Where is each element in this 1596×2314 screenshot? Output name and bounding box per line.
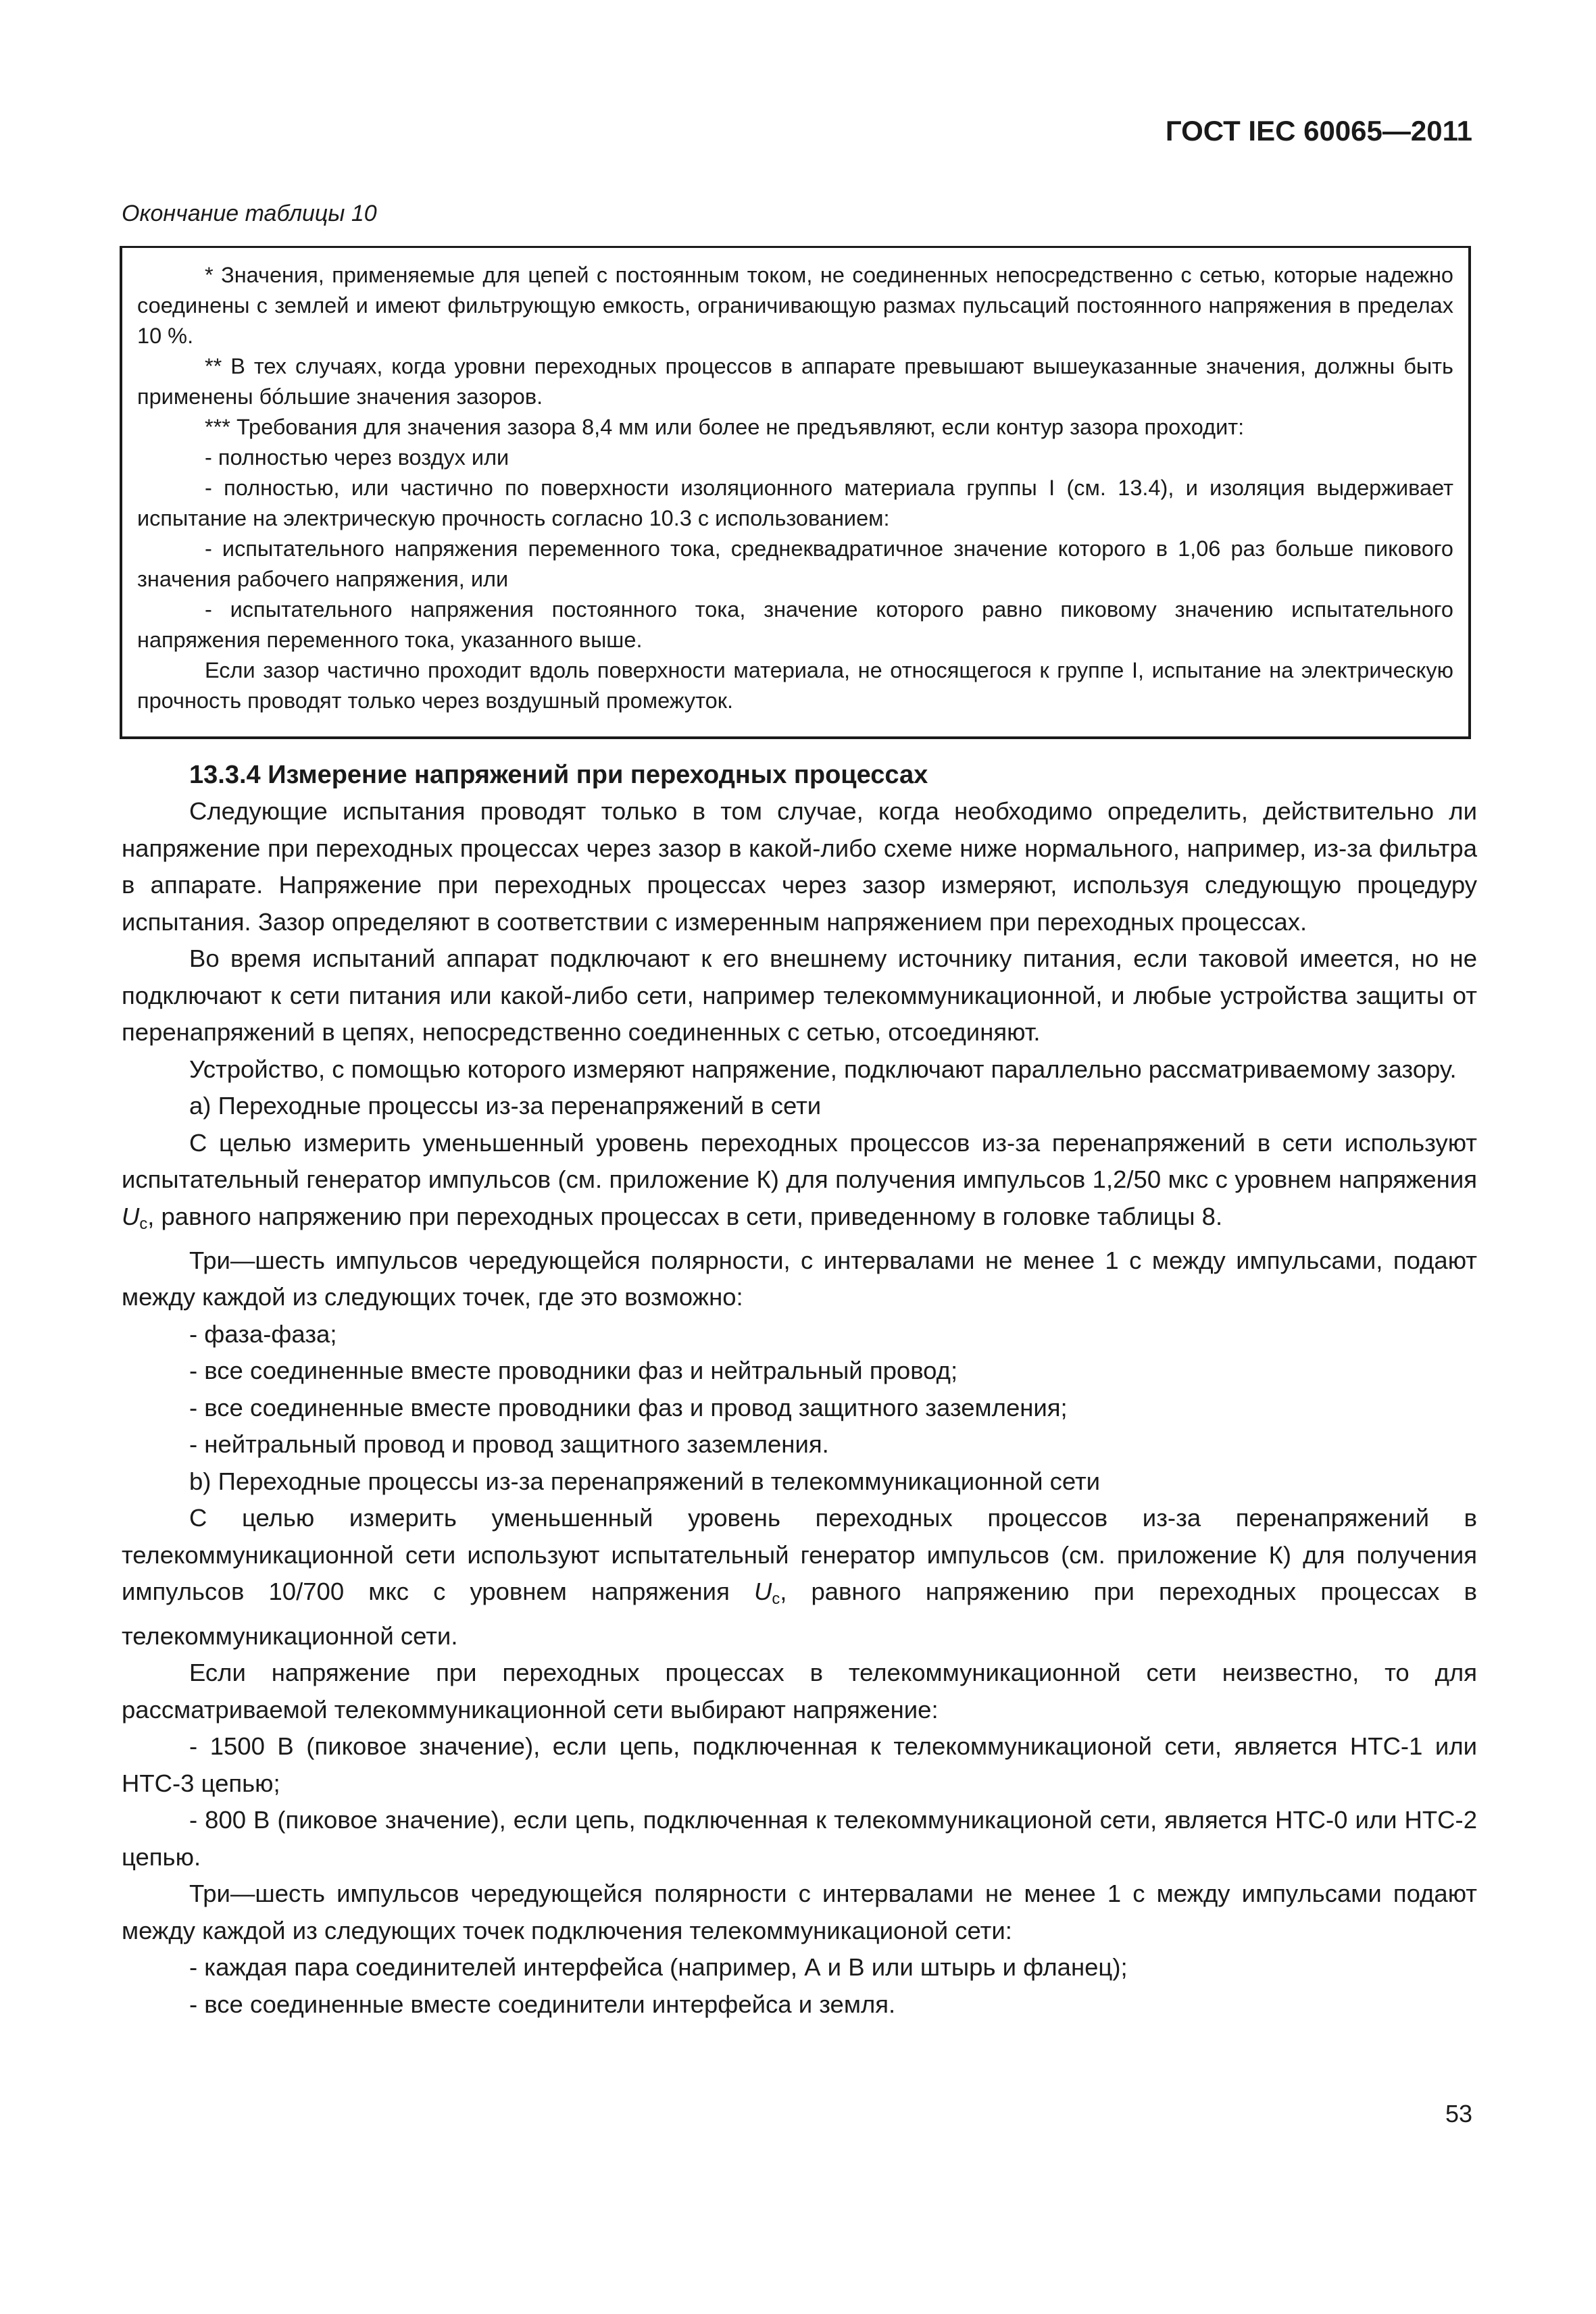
paragraph-5-text-b: , равного напряжению при переходных процессах в сети, приведенному в головке таблицы 8. — [147, 1202, 1223, 1230]
list-item-3: - все соединенные вместе проводники фаз и провод защитного заземления; — [189, 1393, 1068, 1422]
subsection-b-title: b) Переходные процессы из-за перенапряжений в телекоммуникационной сети — [189, 1467, 1101, 1495]
list-item-6: - все соединенные вместе соединители интерфейса и земля. — [189, 1990, 896, 2018]
paragraph-11: - 800 В (пиковое значение), если цепь, подключенная к телекоммуникационой сети, является НТС-0 или НТС-2 цепью. — [122, 1806, 1477, 1871]
paragraph-10: - 1500 В (пиковое значение), если цепь, подключенная к телекоммуникационой сети, является НТС-1 или НТС-3 цепью; — [122, 1732, 1477, 1797]
voltage-symbol-2-subscript: c — [772, 1590, 780, 1609]
section-body — [122, 757, 1477, 2023]
document-header: ГОСТ IEC 60065—2011 — [1165, 115, 1472, 147]
paragraph-8-text-b: , равного напряжению при переходных процессах в телекоммуникационной сети. — [122, 1578, 1477, 1650]
page-number: 53 — [1445, 2100, 1472, 2128]
paragraph-8 — [122, 1500, 1477, 1655]
note-3-item-d: - испытательного напряжения постоянного тока, значение которого равно пиковому значению испытательного напряжения переменного тока, указанного выше. — [137, 597, 1453, 652]
list-item-4: - нейтральный провод и провод защитного заземления. — [189, 1430, 829, 1459]
note-4: Если зазор частично проходит вдоль поверхности материала, не относящегося к группе I, испытание на электрическую прочность проводят только через воздушный промежуток. — [137, 658, 1453, 713]
note-3: *** Требования для значения зазора 8,4 мм или более не предъявляют, если контур зазора проходит: — [205, 415, 1245, 439]
paragraph-9: Если напряжение при переходных процессах в телекоммуникационной сети неизвестно, то для рассматриваемой телекоммуникационной сети выбирают напряжение: — [122, 1659, 1477, 1724]
voltage-symbol-2: U — [753, 1578, 772, 1606]
paragraph-3: Устройство, с помощью которого измеряют напряжение, подключают параллельно рассматриваемому зазору. — [189, 1055, 1457, 1083]
list-item-2: - все соединенные вместе проводники фаз и нейтральный провод; — [189, 1357, 958, 1385]
table-caption: Окончание таблицы 10 — [122, 201, 377, 226]
voltage-symbol-subscript: c — [139, 1215, 148, 1233]
paragraph-8-text-a: С целью измерить уменьшенный уровень переходных процессов из-за перенапряжений в телекоммуникационной сети используют испытательный генератор импульсов (см. приложение К) для получения импульсов 10/700 мкс с уровнем напряжения — [122, 1504, 1477, 1606]
paragraph-1: Следующие испытания проводят только в том случае, когда необходимо определить, действительно ли напряжение при переходных процессах через зазор в какой-либо схеме ниже нормального, например, из-за фильтра в аппарате. Напряжение при переходных процессах через зазор измеряют, используя следующую процедуру испытания. Зазор определяют в соответствии с измеренным напряжением при переходных процессах. — [122, 797, 1477, 936]
note-3-item-c: - испытательного напряжения переменного тока, среднеквадратичное значение которого в 1,06 раз больше пикового значения рабочего напряжения, или — [137, 536, 1453, 591]
list-item-5: - каждая пара соединителей интерфейса (например, А и В или штырь и фланец); — [189, 1953, 1128, 1982]
paragraph-6: Три—шесть импульсов чередующейся полярности, с интервалами не менее 1 с между импульсами, подают между каждой из следующих точек, где это возможно: — [122, 1246, 1477, 1311]
paragraph-5-text-a: С целью измерить уменьшенный уровень переходных процессов из-за перенапряжений в сети используют испытательный генератор импульсов (см. приложение К) для получения импульсов 1,2/50 мкс с уровнем напряжения — [122, 1128, 1477, 1193]
voltage-symbol: U — [122, 1202, 140, 1230]
note-3-item-b: - полностью, или частично по поверхности изоляционного материала группы I (см. 13.4), и изоляция выдерживает испытание на электрическую прочность согласно 10.3 с использованием: — [137, 476, 1454, 530]
list-item-1: - фаза-фаза; — [189, 1319, 337, 1348]
paragraph-12: Три—шесть импульсов чередующейся полярности с интервалами не менее 1 с между импульсами подают между каждой из следующих точек подключения телекоммуникационой сети: — [122, 1880, 1477, 1944]
note-3-item-a: - полностью через воздух или — [205, 445, 509, 470]
table-notes-box — [120, 246, 1471, 739]
note-1: * Значения, применяемые для цепей с постоянным током, не соединенных непосредственно с сетью, которые надежно соединены с землей и имеют фильтрующую емкость, ограничивающую размах пульсаций постоянного напряжения в пределах 10 %. — [137, 263, 1453, 348]
note-2: ** В тех случаях, когда уровни переходных процессов в аппарате превышают вышеуказанные значения, должны быть применены бóльшие значения зазоров. — [137, 354, 1453, 409]
paragraph-2: Во время испытаний аппарат подключают к его внешнему источнику питания, если таковой имеется, но не подключают к сети питания или какой-либо сети, например телекоммуникационной, и любые устройства защиты от перенапряжений в цепях, непосредственно соединенных с сетью, отсоединяют. — [122, 945, 1477, 1046]
paragraph-5 — [122, 1125, 1477, 1242]
subsection-a-title: а) Переходные процессы из-за перенапряжений в сети — [189, 1092, 822, 1120]
section-heading: 13.3.4 Измерение напряжений при переходных процессах — [189, 761, 928, 789]
